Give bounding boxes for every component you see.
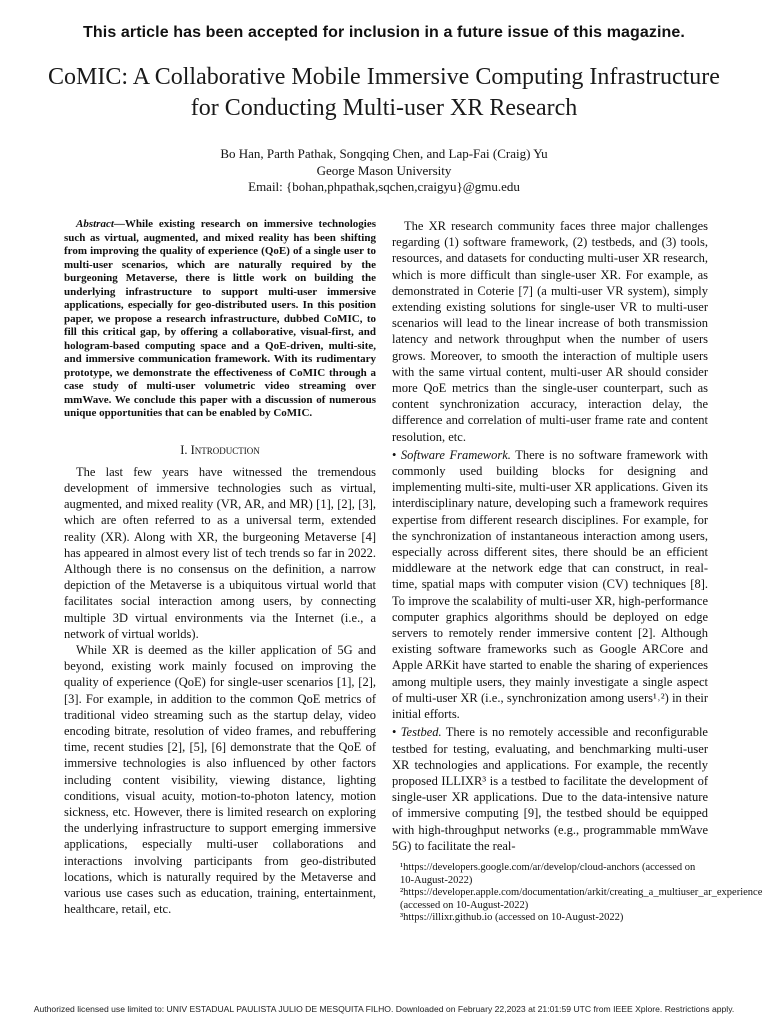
author-names: Bo Han, Parth Pathak, Songqing Chen, and Lap-Fai (Craig) Yu xyxy=(220,146,548,161)
abstract-text: —While existing research on immersive technologies such as virtual, augmented, and mixed reality has been shifting from improving the quality of experience (QoE) of a single user to multi-user scenarios, which are naturally required by the burgeoning Metaverse, there is little work on building the underlying infrastructure to support multi-user immersive applications, especially for geo-distributed users. In this position paper, we propose a research infrastructure, dubbed CoMIC, to fill this critical gap, by offering a collaborative, visual-first, and hologram-based computing space and a QoE-driven, multi-site, and immersive communication framework. With its rudimentary prototype, we demonstrate the effectiveness of CoMIC through a case study of multi-user volumetric video streaming over mmWave. We conclude this paper with a discussion of numerous unique opportunities that can be enabled by CoMIC. xyxy=(64,218,376,419)
footnote-3: ³https://illixr.github.io (accessed on 10-August-2022) xyxy=(400,912,624,924)
footnote-1: ¹https://developers.google.com/ar/develop/cloud-anchors (accessed on 10-August-2022) xyxy=(400,861,696,886)
license-footer: Authorized licensed use limited to: UNIV ESTADUAL PAULISTA JULIO DE MESQUITA FILHO. Downloaded on February 22,2023 at 21:01:59 UTC from IEEE Xplore. Restrictions apply. xyxy=(33,1004,735,1014)
bullet-software-framework-text: There is no software framework with commonly used building blocks for designing and implementing multi-site, multi-user XR applications. Given its interdisciplinary nature, developing such a framework requires expertise from different research disciplines. For example, for the synchronization of instantaneous interaction among users, especially across different sites, there should be an efficient middleware at the network edge that can construct, in real-time, spatial maps with computer vision (CV) techniques [8]. To improve the scalability of multi-user XR, high-performance computer graphics algorithms should be deployed on edge servers to remotely render immersive content [2]. Although existing software frameworks such as Google ARCore and Apple ARKit have started to enable the sharing of experiences among multiple users, they mainly investigate a single aspect of multi-user XR (i.e., synchronization among users¹˒²) in their initial efforts. xyxy=(392,447,708,722)
intro-paragraph-2: While XR is deemed as the killer application of 5G and beyond, existing work mainly focused on improving the quality of experience (QoE) for single-user scenarios [1], [2], [3]. For example, in addition to the common QoE metrics of traditional video streaming such as the startup delay, video encoding bitrate, resolution of video frames, and rebuffering time, recent studies [2], [5], [6] demonstrate that the QoE of immersive technologies is also influenced by other factors including content visibility, viewing distance, lighting conditions, visual acuity, motion-to-photon latency, motion sickness, etc. However, there is limited research on exploring the underlying infrastructure to support emerging immersive applications, especially multi-user collaborations and interactions involving participants from geo-distributed locations, which is naturally required by the Metaverse and various use cases such as education, training, entertainment, healthcare, retail, etc. xyxy=(64,642,376,917)
bullet-testbed-text: There is no remotely accessible and reconfigurable testbed for testing, evaluating, and benchmarking multi-user XR technologies and applications. For example, the recently proposed ILLIXR³ is a testbed to facilitate the development of single-user XR applications. Due to the data-intensive nature of immersive computing [9], the testbed should be equipped with high-throughput networks (e.g., programmable mmWave 5G) to facilitate the real- xyxy=(392,725,708,853)
affiliation: George Mason University xyxy=(316,162,452,178)
bullet-testbed-head: Testbed. xyxy=(400,725,442,740)
footnotes xyxy=(392,861,763,925)
bullet-testbed: • Testbed. There is no remotely accessible and reconfigurable testbed for testing, evaluating, and benchmarking multi-user XR technologies and applications. For example, the recently proposed ILLIXR³ is a testbed to facilitate the development of single-user XR applications. Due to the data-intensive nature of immersive computing [9], the testbed should be equipped with high-throughput networks (e.g., programmable mmWave 5G) to facilitate the real- xyxy=(392,725,708,853)
author-block xyxy=(40,146,728,196)
author-email: Email: {bohan,phpathak,sqchen,craigyu}@gmu.edu xyxy=(248,179,520,194)
footnote-2: ²https://developer.apple.com/documentation/arkit/creating_a_multiuser_ar_experience (accessed on 10-August-2022) xyxy=(400,887,763,911)
right-column xyxy=(392,218,763,925)
abstract xyxy=(64,218,376,421)
paper-title: CoMIC: A Collaborative Mobile Immersive Computing Infrastructure for Conducting Multi-user XR Research xyxy=(48,64,720,121)
intro-paragraph-1: The last few years have witnessed the tremendous development of immersive technologies such as virtual, augmented, and mixed reality (VR, AR, and MR) [1], [2], [3], which are often referred to as a universal term, extended reality (XR). Along with XR, the burgeoning Metaverse [4] has appeared in almost every list of tech trends so far in 2022. Although there is no consensus on the definition, a narrow depiction of the Metaverse is a ubiquitous virtual world that facilitates social interaction among users, by connecting multiple 3D virtual environments via the Internet (i.e., a network of virtual worlds). xyxy=(64,464,376,641)
bullet-software-framework-head: Software Framework. xyxy=(400,447,511,462)
acceptance-banner: This article has been accepted for inclusion in a future issue of this magazine. xyxy=(83,24,685,41)
left-column xyxy=(64,218,376,917)
challenges-paragraph: The XR research community faces three major challenges regarding (1) software framework, (2) testbeds, and (3) tools, resources, and datasets for conducting multi-user XR research, which is more difficult than single-user XR. For example, as demonstrated in Coterie [7] (a multi-user VR system), simply extending existing solutions for single-user VR to multi-user scenarios will lead to the linear increase of both transmission latency and network throughput when the number of users grows. Moreover, to smooth the interaction of multiple users with the same virtual content, multi-user AR should consider more QoE metrics than the single-user counterpart, such as content synchronization accuracy, interaction delay, the difference and correlation of multi-user frame rate and content resolution, etc. xyxy=(392,219,708,444)
section-heading-introduction: I. Introduction xyxy=(180,442,260,457)
bullet-software-framework: • Software Framework. There is no software framework with commonly used building blocks for designing and implementing multi-site, multi-user XR applications. Given its interdisciplinary nature, developing such a framework requires expertise from different research disciplines. For example, for the synchronization of instantaneous interaction among users, especially across different sites, there should be an efficient middleware at the network edge that can construct, in real-time, spatial maps with computer vision (CV) techniques [8]. To improve the scalability of multi-user XR, high-performance computer graphics algorithms should be deployed on edge servers to remotely render immersive content [2]. Although existing software frameworks such as Google ARCore and Apple ARKit have started to enable the sharing of experiences among multiple users, they mainly investigate a single aspect of multi-user XR (i.e., synchronization among users¹˒²) in their initial efforts. xyxy=(392,447,708,722)
abstract-label: Abstract xyxy=(76,218,114,230)
